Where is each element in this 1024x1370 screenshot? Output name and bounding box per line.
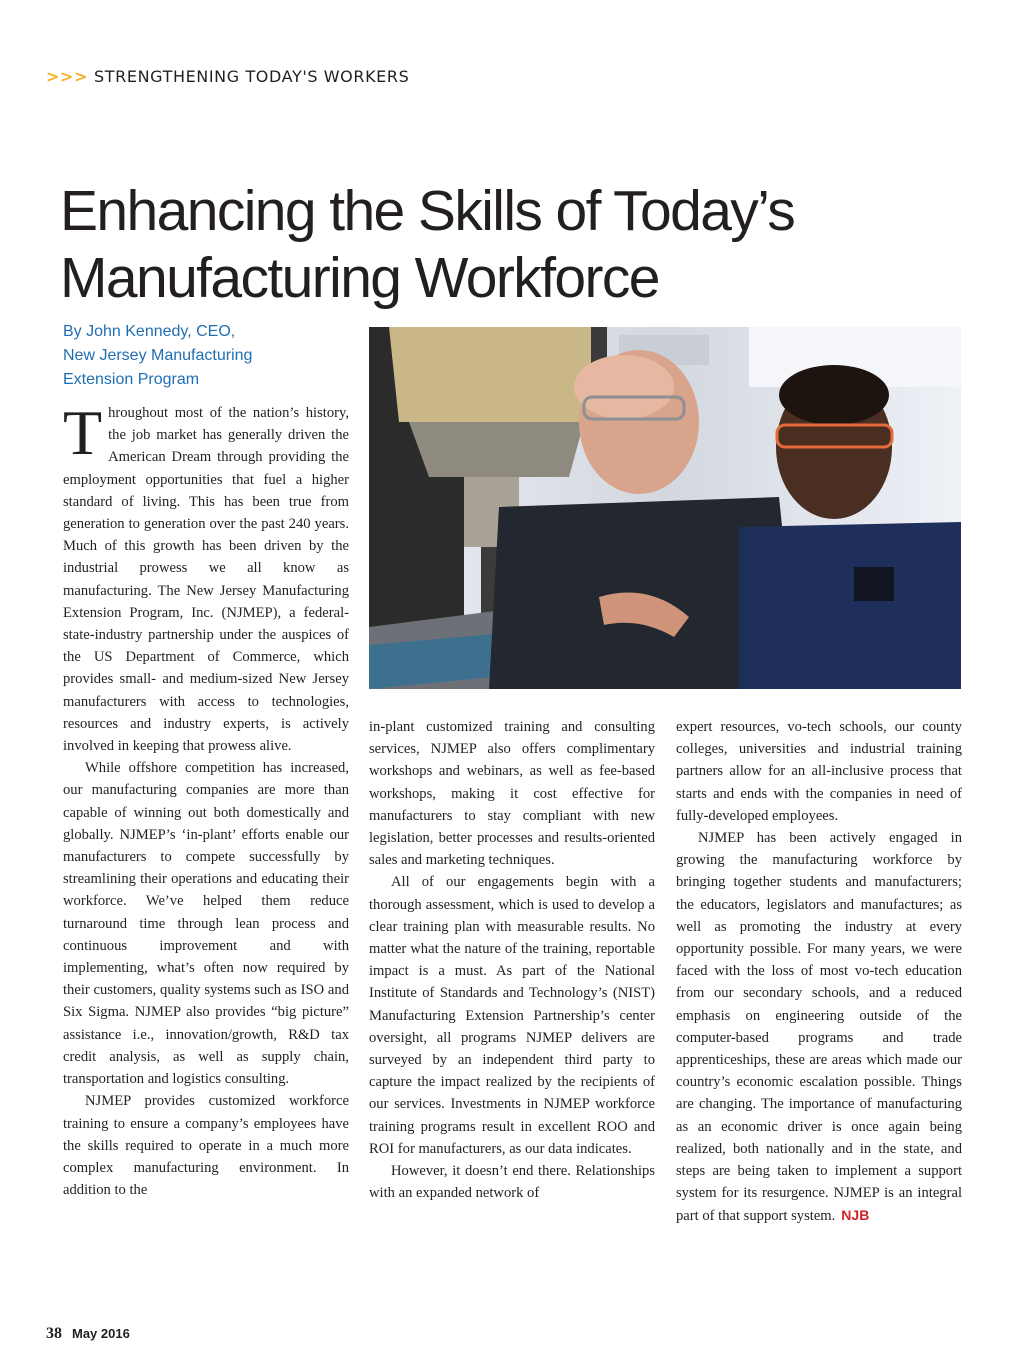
paragraph-text: hroughout most of the nation’s history, the job market has generally driven the American Dream through providing the employment opportunities that fuel a higher standard of living. This has been true from generation to generation over the past 240 years. Much of this growth has been driven by the industrial prowess we all know as manufacturing. The New Jersey Manufacturing Extension Program, Inc. (NJMEP), a federal-state-industry partnership under the auspices of the US Department of Commerce, which provides small- and medium-sized New Jersey manufacturers with access to technologies, resources and industry experts, is actively involved in keeping that prowess alive. (63, 405, 349, 755)
body-paragraph: While offshore competition has increased, our manufacturing companies are more than capable of winning out both domestically and globally. NJMEP’s ‘in-plant’ efforts enable our manufacturers to compete successfully by streamlining their operations and educating their workforce. We’ve helped them reduce turnaround time through lean process and continuous improvement and with implementing, what’s often now required by their customers, quality systems such as ISO and Six Sigma. NJMEP also provides “big picture” assistance i.e., innovation/growth, R&D tax credit analysis, as well as supply chain, transportation and logistics consulting. (63, 760, 349, 1088)
drop-cap: T (63, 397, 103, 468)
title-line-1: Enhancing the Skills of Today’s (60, 179, 795, 243)
article-title (60, 178, 960, 312)
byline (63, 320, 363, 392)
body-paragraph (63, 397, 349, 757)
page-footer (46, 1325, 130, 1343)
section-header (46, 67, 409, 86)
byline-line: Extension Program (63, 371, 200, 388)
end-mark: NJB (841, 1207, 870, 1224)
article-column-2 (369, 716, 655, 1204)
workshop-photo (369, 327, 961, 689)
title-line-2: Manufacturing Workforce (60, 246, 659, 310)
body-paragraph (676, 827, 962, 1228)
section-title: STRENGTHENING TODAY'S WORKERS (94, 67, 410, 86)
byline-line: By John Kennedy, CEO, (63, 323, 236, 340)
paragraph-text: NJMEP has been actively engaged in growing the manufacturing workforce by bringing together students and manufacturers; the educators, legislators and manufactures; as well as promoting the industry at every opportunity possible. For many years, we were faced with the loss of most vo-tech education from our secondary schools, and a reduced emphasis on engineering outside of the computer-based programs and trade apprenticeships, these are areas which made our country’s economic escalation possible. Things are changing. The importance of manufacturing as an economic driver is once again being realized, both nationally and in the state, and steps are being taken to implement a support system for its resurgence. NJMEP is an integral part of that support system. (676, 830, 962, 1225)
body-paragraph: in-plant customized training and consulting services, NJMEP also offers complimentary workshops and webinars, as well as fee-based workshops, making it cost effective for manufacturers to stay compliant with new legislation, better processes and results-oriented sales and marketing techniques. (369, 719, 655, 869)
issue-date: May 2016 (72, 1326, 130, 1341)
body-paragraph: expert resources, vo-tech schools, our county colleges, universities and industrial training partners allow for an all-inclusive process that starts and ends with the companies in need of fully-developed employees. (676, 719, 962, 824)
body-paragraph: NJMEP provides customized workforce training to ensure a company’s employees have the skills required to operate in a much more complex manufacturing environment. In addition to the (63, 1093, 349, 1199)
page-number: 38 (46, 1325, 62, 1342)
body-paragraph: All of our engagements begin with a thorough assessment, which is used to develop a clear training plan with measurable results. No matter what the nature of the training, reportable impact is a must. As part of the National Institute of Standards and Technology’s (NIST) Manufacturing Extension Partnership’s center oversight, all programs NJMEP delivers are surveyed by an independent third party to capture the impact realized by the recipients of our services. Investments in NJMEP workforce training programs result in excellent ROO and ROI for manufacturers, as our data indicates. (369, 874, 655, 1157)
section-arrows: >>> (46, 67, 89, 86)
article-column-1 (63, 397, 349, 1201)
article-column-3 (676, 716, 962, 1228)
byline-line: New Jersey Manufacturing (63, 347, 253, 364)
body-paragraph: However, it doesn’t end there. Relationships with an expanded network of (369, 1163, 655, 1202)
